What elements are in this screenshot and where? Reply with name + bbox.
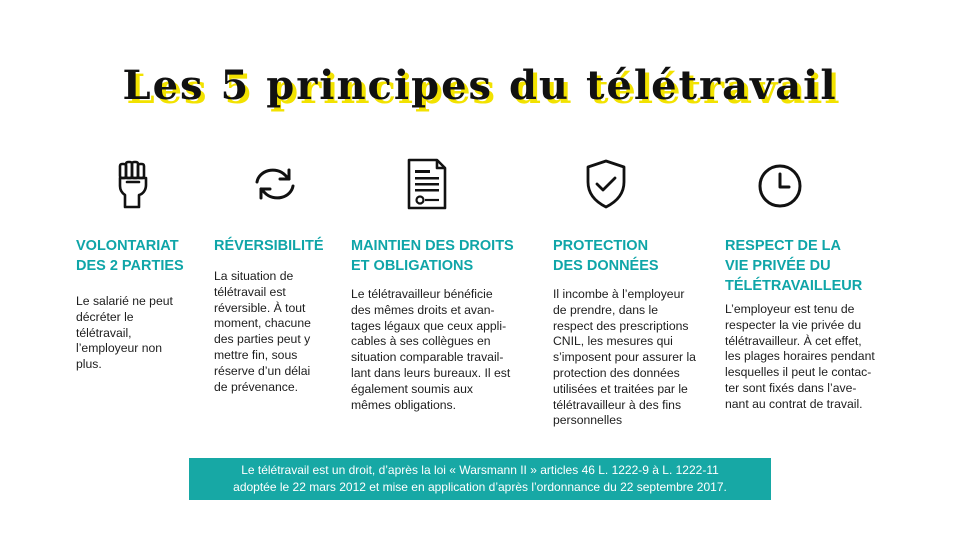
page-title: Les 5 principes du télétravail bbox=[122, 62, 838, 109]
reverse-arrows-icon bbox=[247, 156, 303, 212]
shield-check-icon bbox=[578, 156, 634, 212]
clock-icon bbox=[752, 156, 808, 212]
principle-maintien-droits bbox=[351, 236, 541, 413]
principle-heading: RESPECT DE LA VIE PRIVÉE DU TÉLÉTRAVAILLEUR bbox=[725, 238, 863, 294]
principle-reversibilite bbox=[214, 236, 339, 395]
raised-fist-icon bbox=[105, 156, 161, 212]
principle-text: Le salarié ne peut décréter le télétravail, l’employeur non plus. bbox=[76, 294, 173, 372]
principle-heading: PROTECTION DES DONNÉES bbox=[553, 238, 659, 274]
principle-text: Le télétravailleur bénéficie des mêmes droits et avan- tages légaux que ceux appli- cables à ses collègues en situation comparable travail- lant dans leurs bureaux. Il est également soumis aux mêmes obligations. bbox=[351, 287, 511, 412]
principle-text: L’employeur est tenu de respecter la vie privée du télétravailleur. À cet effet, les plages horaires pendant lesquelles il peut le contac- ter sont fixés dans l’ave- nant au contrat de travail. bbox=[725, 302, 875, 411]
principle-heading: RÉVERSIBILITÉ bbox=[214, 238, 324, 254]
principle-text: La situation de télétravail est réversible. À tout moment, chacune des parties peut y mettre fin, sous réserve d’un délai de prévenance. bbox=[214, 269, 311, 394]
document-icon bbox=[398, 156, 454, 212]
principle-heading: MAINTIEN DES DROITS ET OBLIGATIONS bbox=[351, 238, 514, 274]
principle-heading: VOLONTARIAT DES 2 PARTIES bbox=[76, 238, 184, 274]
principle-protection-donnees bbox=[553, 236, 718, 429]
legal-footer-banner: Le télétravail est un droit, d’après la loi « Warsmann II » articles 46 L. 1222-9 à L. 1222-11 adoptée le 22 mars 2012 et mise en application d’après l’ordonnance du 22 septembre 2017. bbox=[189, 458, 771, 500]
principle-volontariat bbox=[76, 236, 201, 373]
principle-text: Il incombe à l’employeur de prendre, dans le respect des prescriptions CNIL, les mesures qui s’imposent pour assurer la protection des données utilisées et traitées par le télétravailleur à des fins personnelles bbox=[553, 287, 696, 428]
principle-vie-privee bbox=[725, 236, 900, 413]
